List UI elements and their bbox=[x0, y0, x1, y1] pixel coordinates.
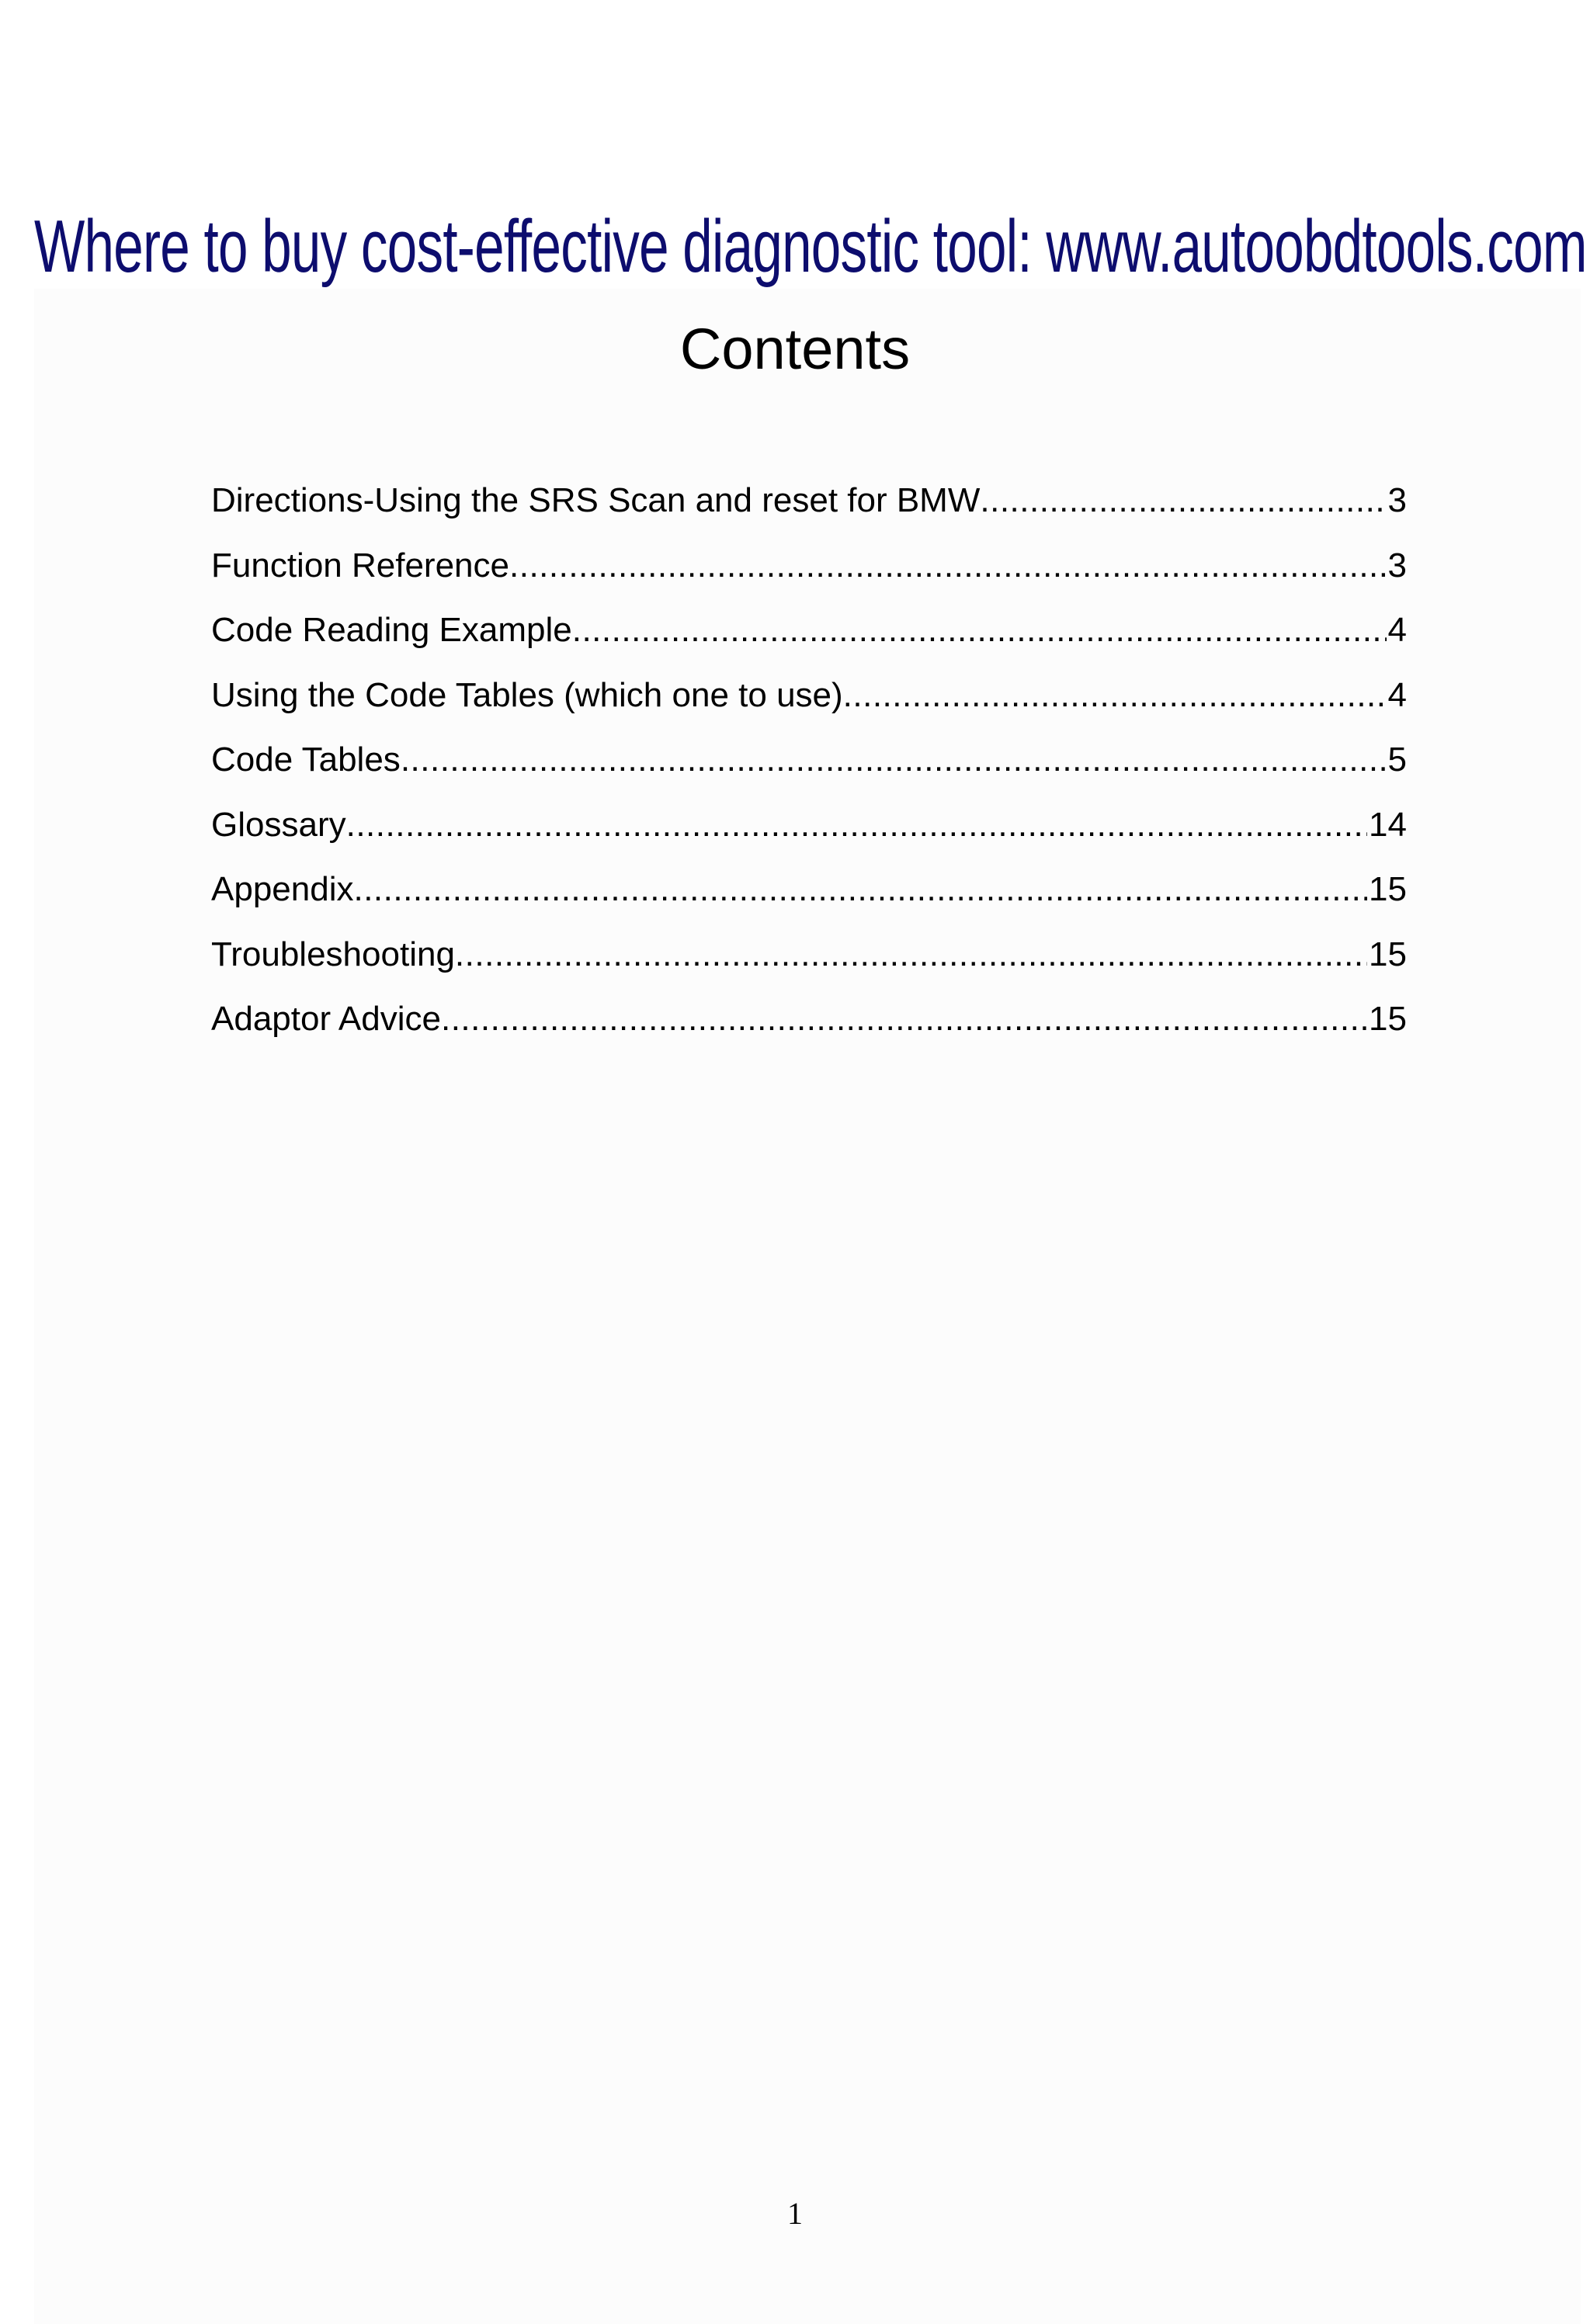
toc-entry-label: Adaptor Advice bbox=[211, 1000, 441, 1038]
toc-entry-page: 14 bbox=[1369, 805, 1407, 844]
table-of-contents bbox=[211, 481, 1407, 1065]
toc-entry[interactable] bbox=[211, 935, 1407, 1001]
toc-entry-label: Using the Code Tables (which one to use) bbox=[211, 675, 843, 714]
toc-dot-leader bbox=[843, 676, 1387, 715]
toc-entry[interactable] bbox=[211, 676, 1407, 741]
toc-dot-leader bbox=[980, 481, 1386, 520]
toc-entry[interactable] bbox=[211, 806, 1407, 871]
toc-entry-page: 15 bbox=[1369, 935, 1407, 973]
toc-entry-label: Function Reference bbox=[211, 546, 509, 584]
watermark-banner: Where to buy cost-effective diagnostic tool: www.autoobdtools.com bbox=[34, 205, 1587, 288]
toc-dot-leader bbox=[455, 935, 1367, 974]
toc-entry[interactable] bbox=[211, 870, 1407, 935]
toc-entry[interactable] bbox=[211, 481, 1407, 546]
toc-entry[interactable] bbox=[211, 1000, 1407, 1065]
toc-dot-leader bbox=[572, 611, 1387, 650]
toc-dot-leader bbox=[441, 1000, 1367, 1039]
toc-entry-page: 5 bbox=[1387, 741, 1407, 779]
toc-entry-label: Directions-Using the SRS Scan and reset for BMW bbox=[211, 481, 981, 519]
toc-entry-label: Appendix bbox=[211, 870, 354, 908]
toc-entry-label: Code Reading Example bbox=[211, 611, 572, 649]
toc-entry[interactable] bbox=[211, 611, 1407, 676]
toc-entry-page: 4 bbox=[1387, 611, 1407, 649]
toc-entry-page: 15 bbox=[1369, 1000, 1407, 1038]
toc-entry-page: 3 bbox=[1387, 481, 1407, 519]
toc-dot-leader bbox=[353, 870, 1367, 909]
toc-dot-leader bbox=[346, 806, 1367, 845]
toc-entry-page: 15 bbox=[1369, 870, 1407, 908]
toc-entry-label: Code Tables bbox=[211, 741, 401, 779]
toc-dot-leader bbox=[401, 741, 1387, 779]
page-title: Contents bbox=[679, 317, 911, 381]
toc-entry-label: Glossary bbox=[211, 805, 346, 844]
toc-entry-label: Troubleshooting bbox=[211, 935, 455, 973]
toc-entry-page: 4 bbox=[1387, 675, 1407, 714]
toc-dot-leader bbox=[509, 546, 1387, 585]
toc-entry[interactable] bbox=[211, 741, 1407, 806]
toc-entry-page: 3 bbox=[1387, 546, 1407, 584]
toc-entry[interactable] bbox=[211, 546, 1407, 612]
page-number: 1 bbox=[787, 2196, 803, 2231]
